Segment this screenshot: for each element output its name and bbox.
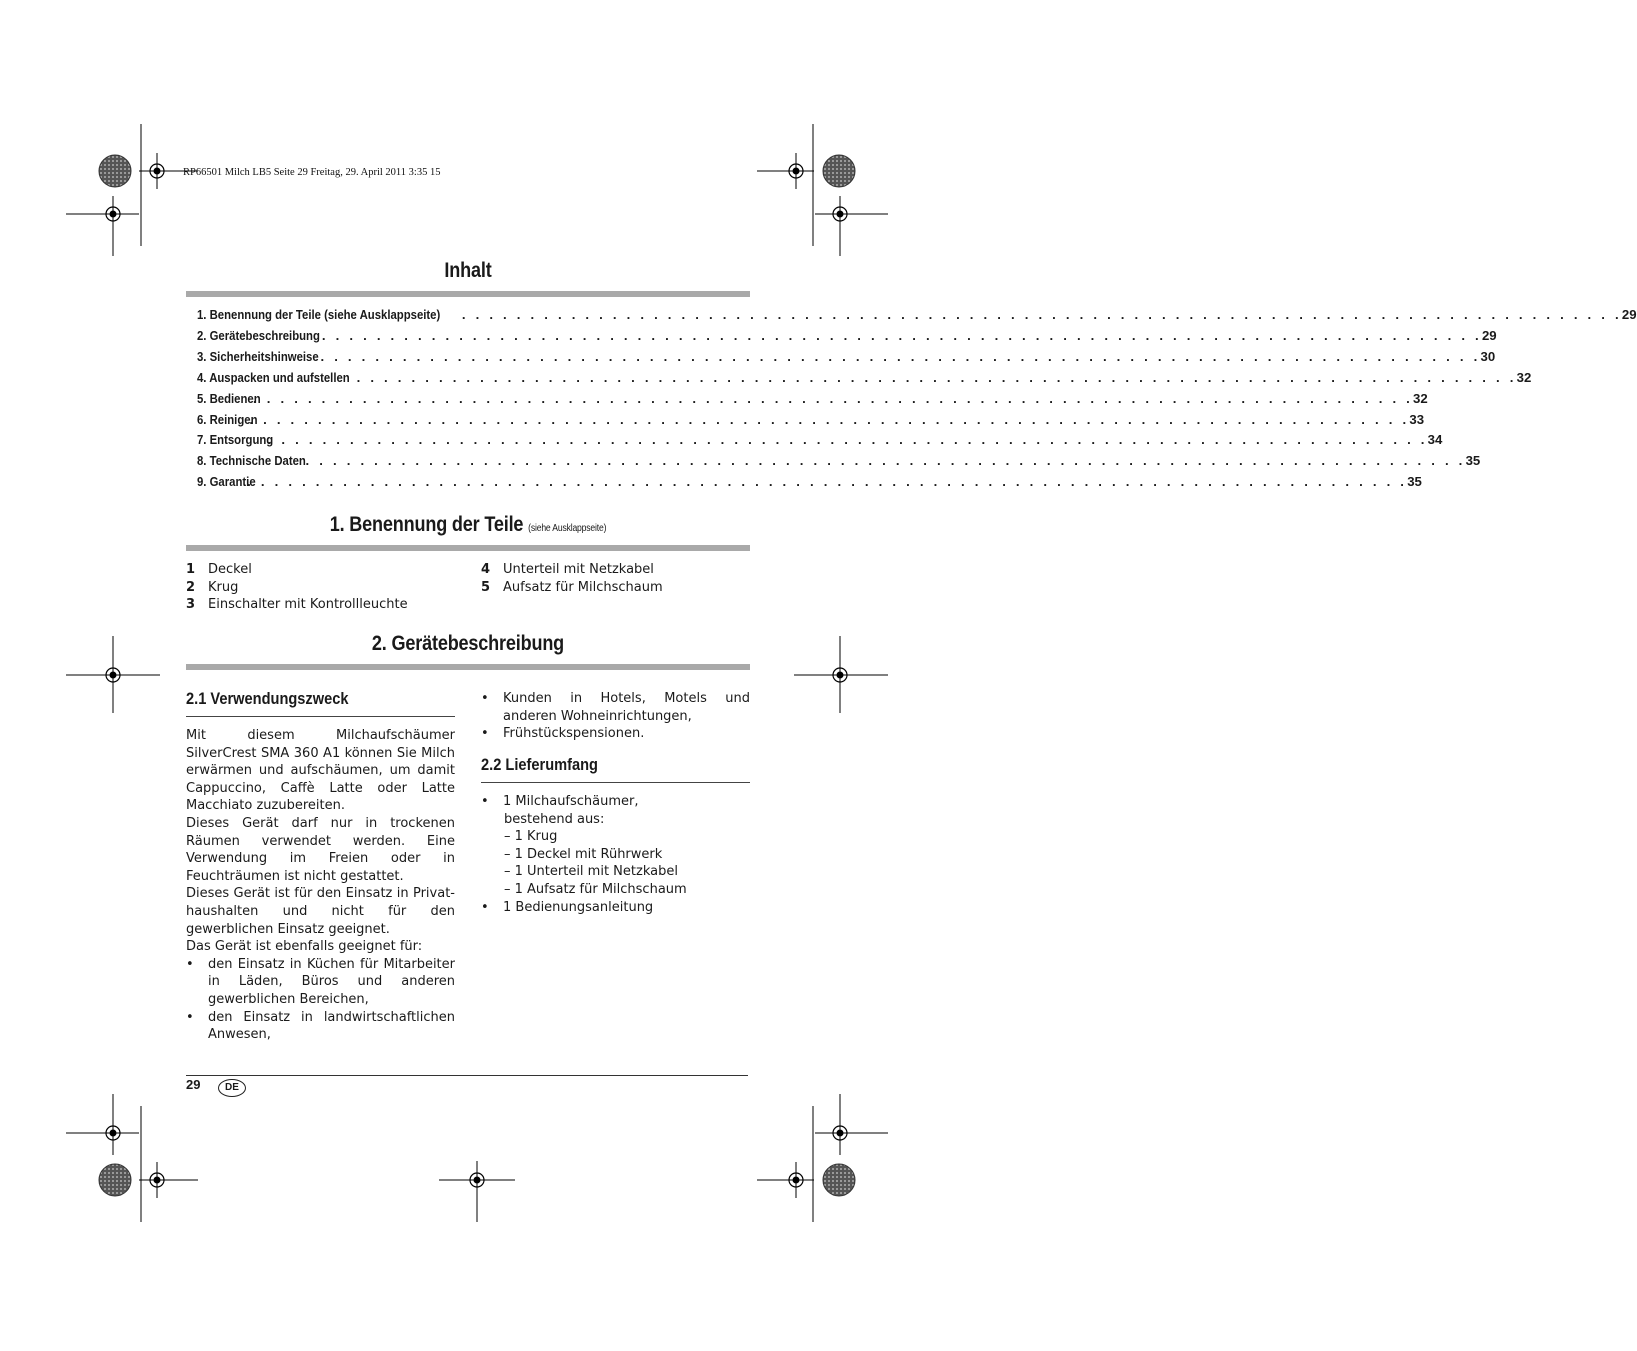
list-item: 3 Einschalter mit Kontrollleuchte: [186, 597, 408, 613]
usage-text-continued: [481, 690, 750, 743]
list-item: 4 Unterteil mit Netzkabel: [481, 562, 654, 577]
section2-title: 2. Gerätebeschreibung: [371, 632, 565, 655]
usage-text: [186, 727, 455, 1044]
toc-item[interactable]: 9. Garantie . . . . . . . . . . . . . . . . . . . . . . . . . . . . . . . . . . . . . . . . . . . . . . . . . . . . . . . . . . . . . . . . . . . . . . . . . . . . . . . . . . . . . 35: [197, 474, 1422, 489]
section1-title: 1. Benennung der Teile (siehe Ausklappseite): [329, 513, 607, 536]
delivery-list: [481, 793, 750, 916]
paragraph: Dieses Gerät ist für den Einsatz in Privathaushalten und nicht für den gewerblichen Einsatz geeignet.: [186, 886, 455, 937]
toc-item[interactable]: 8. Technische Daten . . . . . . . . . . . . . . . . . . . . . . . . . . . . . . . . . . . . . . . . . . . . . . . . . . . . . . . . . . . . . . . . . . . . . . . . . . . . . . . . . . . . . 35: [197, 453, 1481, 468]
list-item: • den Einsatz in Küchen für Mitarbeiter in Läden, Büros und anderen gewerblichen Bereichen,: [186, 956, 455, 1007]
section1-bar: [186, 545, 750, 551]
toc-item[interactable]: 4. Auspacken und aufstellen . . . . . . . . . . . . . . . . . . . . . . . . . . . . . . . . . . . . . . . . . . . . . . . . . . . . . . . . . . . . . . . . . . . . . . . . . . . . . . . . . . . . . 32: [197, 370, 1532, 385]
subsection-title-delivery: 2.2 Lieferumfang: [481, 755, 599, 774]
subsection-rule: [186, 716, 455, 717]
page-number: 29: [186, 1077, 201, 1092]
subsection-rule: [481, 782, 750, 783]
toc-item[interactable]: 5. Bedienen . . . . . . . . . . . . . . . . . . . . . . . . . . . . . . . . . . . . . . . . . . . . . . . . . . . . . . . . . . . . . . . . . . . . . . . . . . . . . . . . . . . . . 32: [197, 391, 1428, 406]
print-slug: RP66501 Milch LB5 Seite 29 Freitag, 29. April 2011 3:35 15: [183, 167, 441, 178]
subsection-title-usage: 2.1 Verwendungszweck: [186, 689, 349, 708]
toc-item[interactable]: 1. Benennung der Teile (siehe Ausklappseite) . . . . . . . . . . . . . . . . . . . . . . . . . . . . . . . . . . . . . . . . . . . . . . . . . . . . . . . . . . . . . . . . . . . . . . . . . . . . . . . . . . . . . 29: [197, 307, 1637, 322]
toc-item[interactable]: 7. Entsorgung . . . . . . . . . . . . . . . . . . . . . . . . . . . . . . . . . . . . . . . . . . . . . . . . . . . . . . . . . . . . . . . . . . . . . . . . . . . . . . . . . . . . . 34: [197, 432, 1443, 447]
paragraph: Mit diesem Milchaufschäumer SilverCrest SMA 360 A1 können Sie Milch erwärmen und aufschäumen, um damit Cappuccino, Caffè Latte oder Latte Macchiato zuzubereiten.: [186, 728, 455, 814]
sub-list-item: – 1 Aufsatz für Milchschaum: [504, 881, 687, 897]
list-item: 2 Krug: [186, 579, 239, 595]
sub-list-item: – 1 Deckel mit Rührwerk: [504, 846, 663, 862]
contents-bar: [186, 291, 750, 297]
list-item-continued: bestehend aus:: [504, 811, 605, 827]
parts-list-right: [481, 561, 751, 596]
toc-item[interactable]: 3. Sicherheitshinweise . . . . . . . . . . . . . . . . . . . . . . . . . . . . . . . . . . . . . . . . . . . . . . . . . . . . . . . . . . . . . . . . . . . . . . . . . . . . . . . . . . . . . 30: [197, 349, 1496, 364]
list-item: • den Einsatz in landwirtschaftlichen Anwesen,: [186, 1009, 455, 1043]
list-item: • 1 Milchaufschäumer,: [481, 794, 639, 809]
paragraph: Dieses Gerät darf nur in trockenen Räumen verwendet werden. Eine Verwendung im Freien oder in Feuchträumen ist nicht gestattet.: [186, 815, 455, 884]
list-item: • Kunden in Hotels, Motels und anderen Wohneinrichtungen,: [481, 691, 750, 724]
paragraph: Das Gerät ist ebenfalls geeignet für:: [186, 939, 423, 955]
list-item: 1 Deckel: [186, 562, 252, 577]
list-item: • 1 Bedienungsanleitung: [481, 899, 654, 915]
sub-list-item: – 1 Unterteil mit Netzkabel: [504, 864, 678, 880]
list-item: • Frühstückspensionen.: [481, 726, 645, 742]
language-badge: DE: [218, 1079, 246, 1097]
list-item: 5 Aufsatz für Milchschaum: [481, 579, 663, 595]
footer-rule: [186, 1075, 748, 1076]
parts-list-left: [186, 561, 456, 614]
contents-title: Inhalt: [444, 259, 492, 282]
sub-list-item: – 1 Krug: [504, 829, 558, 845]
section2-bar: [186, 664, 750, 670]
toc-item[interactable]: 2. Gerätebeschreibung . . . . . . . . . . . . . . . . . . . . . . . . . . . . . . . . . . . . . . . . . . . . . . . . . . . . . . . . . . . . . . . . . . . . . . . . . . . . . . . . . . . . . 29: [197, 328, 1497, 343]
toc-item[interactable]: 6. Reinigen . . . . . . . . . . . . . . . . . . . . . . . . . . . . . . . . . . . . . . . . . . . . . . . . . . . . . . . . . . . . . . . . . . . . . . . . . . . . . . . . . . . . . 33: [197, 412, 1425, 427]
